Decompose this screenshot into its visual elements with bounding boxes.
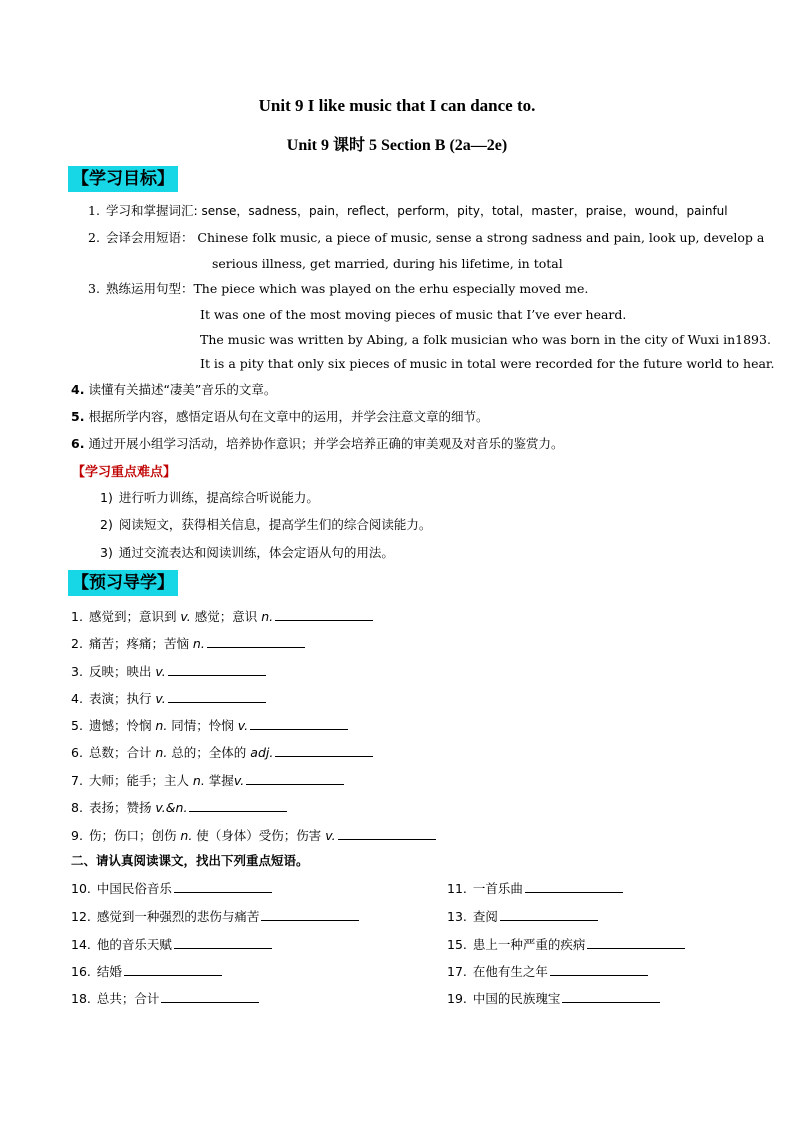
vocab-item: 2. 痛苦；疼痛；苦恼 n. <box>71 634 305 653</box>
vocab-item: 4. 表演；执行 v. <box>71 689 266 708</box>
vocab-item: 6. 总数；合计 n. 总的；全体的 adj. <box>71 743 373 762</box>
vocab-item: 8. 表扬；赞扬 v.&n. <box>71 798 287 817</box>
phrase-item: 11. 一首乐曲 <box>447 879 623 898</box>
phrase-item: 19. 中国的民族瑰宝 <box>447 989 660 1008</box>
vocab-item: 7. 大师；能手；主人 n. 掌握v. <box>71 771 344 790</box>
answer-blank[interactable] <box>174 879 272 893</box>
answer-blank[interactable] <box>525 879 623 893</box>
keypoint-line: 2) 阅读短文，获得相关信息，提高学生们的综合阅读能力。 <box>100 517 432 532</box>
answer-blank[interactable] <box>168 662 266 676</box>
page-title: Unit 9 I like music that I can dance to. <box>258 96 536 115</box>
answer-blank[interactable] <box>246 771 344 785</box>
phrase-item: 10. 中国民俗音乐 <box>71 879 272 898</box>
answer-blank[interactable] <box>250 716 348 730</box>
keypoint-line: 1) 进行听力训练，提高综合听说能力。 <box>100 490 319 505</box>
objective-line: 2. 会译会用短语： Chinese folk music, a piece of music, sense a strong sadness and pain, look up, develop a <box>88 230 765 245</box>
phrase-item: 16. 结婚 <box>71 962 222 981</box>
section-label-keypoints: 【学习重点难点】 <box>72 465 177 480</box>
vocab-item: 3. 反映；映出 v. <box>71 662 266 681</box>
answer-blank[interactable] <box>500 907 598 921</box>
phrase-item: 13. 查阅 <box>447 907 598 926</box>
objective-line: 5. 根据所学内容，感悟定语从句在文章中的运用，并学会注意文章的细节。 <box>71 409 489 424</box>
answer-blank[interactable] <box>168 689 266 703</box>
answer-blank[interactable] <box>189 798 287 812</box>
objective-line: It is a pity that only six pieces of music in total were recorded for the future world to hear. <box>200 356 775 371</box>
phrase-item: 17. 在他有生之年 <box>447 962 648 981</box>
objective-line: 4. 读懂有关描述“凄美”音乐的文章。 <box>71 382 277 397</box>
answer-blank[interactable] <box>275 607 373 621</box>
phrase-item: 18. 总共；合计 <box>71 989 259 1008</box>
answer-blank[interactable] <box>562 989 660 1003</box>
answer-blank[interactable] <box>338 826 436 840</box>
objective-line: It was one of the most moving pieces of music that I’ve ever heard. <box>200 307 627 322</box>
keypoint-line: 3) 通过交流表达和阅读训练，体会定语从句的用法。 <box>100 545 394 560</box>
section-label-objectives: 【学习目标】 <box>68 166 178 192</box>
answer-blank[interactable] <box>587 935 685 949</box>
vocab-item: 9. 伤；伤口；创伤 n. 使（身体）受伤；伤害 v. <box>71 826 436 845</box>
page-subtitle: Unit 9 课时 5 Section B (2a—2e) <box>286 137 508 154</box>
objective-line: 1. 学习和掌握词汇: sense，sadness，pain，reflect，perform，pity，total，master，praise，wound，painful <box>88 203 728 218</box>
vocab-item: 1. 感觉到；意识到 v. 感觉；意识 n. <box>71 607 373 626</box>
objective-line: 3. 熟练运用句型：The piece which was played on the erhu especially moved me. <box>88 281 589 296</box>
answer-blank[interactable] <box>261 907 359 921</box>
part2-heading: 二、请认真阅读课文，找出下列重点短语。 <box>71 853 309 868</box>
answer-blank[interactable] <box>550 962 648 976</box>
phrase-item: 15. 患上一种严重的疾病 <box>447 935 685 954</box>
answer-blank[interactable] <box>275 743 373 757</box>
phrase-item: 14. 他的音乐天赋 <box>71 935 272 954</box>
section-label-preview: 【预习导学】 <box>68 570 178 596</box>
answer-blank[interactable] <box>174 935 272 949</box>
objective-line: serious illness, get married, during his lifetime, in total <box>212 256 563 271</box>
answer-blank[interactable] <box>161 989 259 1003</box>
objective-line: 6. 通过开展小组学习活动，培养协作意识；并学会培养正确的审美观及对音乐的鉴赏力。 <box>71 436 564 451</box>
objective-line: The music was written by Abing, a folk musician who was born in the city of Wuxi in1893. <box>200 332 771 347</box>
answer-blank[interactable] <box>207 634 305 648</box>
phrase-item: 12. 感觉到一种强烈的悲伤与痛苦 <box>71 907 359 926</box>
answer-blank[interactable] <box>124 962 222 976</box>
vocab-item: 5. 遗憾；怜悯 n. 同情；怜悯 v. <box>71 716 348 735</box>
